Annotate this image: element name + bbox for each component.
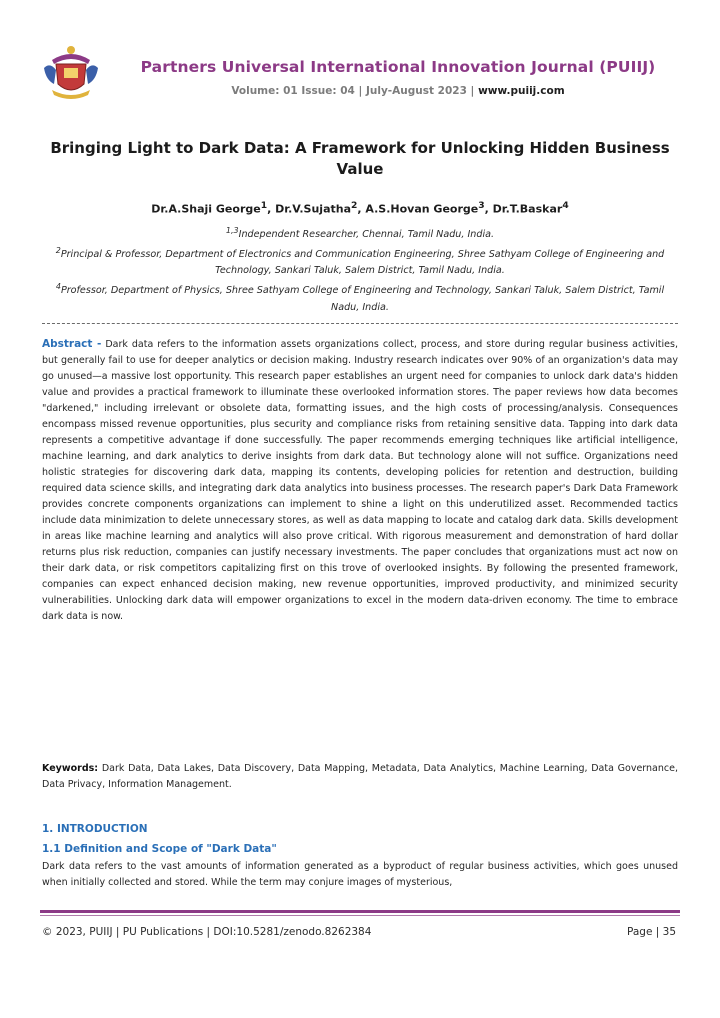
abstract bbox=[42, 336, 678, 625]
affiliation-line: $^{1,3}$Independent Researcher, Chennai, Tamil Nadu, India. bbox=[225, 226, 495, 241]
footer-rule-thin bbox=[40, 915, 680, 916]
paper-title: Bringing Light to Dark Data: A Framework for Unlocking Hidden Business Value bbox=[50, 139, 670, 178]
abstract-text: Dark data refers to the information assets organizations collect, process, and store during regular business activities, but generally fail to use for deeper analytics or decision making. Industry research indicates over 90% of an organization's data may go unused—a massive lost opportunity. This research paper establishes an urgent need for companies to unlock dark data's hidden value and provides a practical framework to illuminate these overlooked information stores. The paper reviews how data becomes "darkened," including irrelevant or obsolete data, formatting issues, and the high costs of processing/analysis. Consequences encompass missed revenue opportunities, plus security and compliance risks from retaining sensitive data. Tapping into dark data represents a competitive advantage if done successfully. The paper recommends emerging techniques like artificial intelligence, machine learning, and dark analytics to derive insights from dark data. But technology alone will not suffice. Organizations need holistic strategies for discovering dark data, mapping its contents, developing policies for retention and destruction, building required data science skills, and integrating dark data analytics into business processes. The research paper's Dark Data Framework provides concrete components organizations can implement to shine a light on this underutilized asset. Recommended tactics include data minimization to delete unnecessary stores, as well as data mapping to locate and catalog dark data. Skills development in areas like machine learning and analytics will also prove critical. With rigorous measurement and demonstration of hard dollar returns plus risk reduction, companies can justify necessary investments. The paper concludes that organizations must act now on their dark data, or risk competitors capitalizing first on this trove of overlooked insights. By following the presented framework, companies can expect enhanced decision making, new revenue opportunities, improved productivity, and minimized security vulnerabilities. Unlocking dark data will empower organizations to excel in the modern data-driven economy. The time to embrace dark data is now. bbox=[42, 339, 678, 622]
author-superscript: 1 bbox=[260, 200, 268, 211]
journal-website-link[interactable]: www.puiij.com bbox=[478, 85, 565, 97]
author-name: Dr.A.Shaji George bbox=[151, 202, 261, 216]
keywords-label: Keywords: bbox=[42, 763, 99, 774]
footer-citation: © 2023, PUIIJ | PU Publications | DOI:10.5281/zenodo.8262384 bbox=[42, 926, 372, 938]
page-number: Page | 35 bbox=[627, 926, 676, 938]
affiliation-line: $^4$Professor, Department of Physics, Shree Sathyam College of Engineering and Technology, Sankari Taluk, Salem District, Tamil Nadu, India. bbox=[55, 282, 665, 313]
journal-crest-logo bbox=[38, 40, 104, 106]
journal-issue-line bbox=[118, 85, 678, 97]
issue-info: Volume: 01 Issue: 04 | July-August 2023 | bbox=[231, 85, 479, 97]
section-heading-introduction: 1. INTRODUCTION bbox=[42, 823, 148, 835]
keywords-text: Dark Data, Data Lakes, Data Discovery, Data Mapping, Metadata, Data Analytics, Machine Learning, Data Governance, Data Privacy, Information Management. bbox=[42, 763, 678, 790]
dashed-divider bbox=[42, 323, 678, 324]
author-name: Dr.T.Baskar bbox=[492, 202, 563, 216]
author-name: A.S.Hovan George bbox=[365, 202, 479, 216]
journal-title: Partners Universal International Innovation Journal (PUIIJ) bbox=[140, 58, 656, 76]
footer-rule bbox=[40, 910, 680, 913]
author-superscript: 3 bbox=[478, 200, 485, 211]
keywords bbox=[42, 761, 678, 793]
abstract-label: Abstract - bbox=[42, 338, 102, 350]
intro-paragraph: Dark data refers to the vast amounts of information generated as a byproduct of regular business activities, which goes unused when initially collected and stored. While the term may conjure images of mysterious, bbox=[42, 861, 678, 888]
author-superscript: 2 bbox=[351, 200, 358, 211]
author-name: Dr.V.Sujatha bbox=[275, 202, 352, 216]
affiliations bbox=[55, 223, 665, 316]
affiliation-line: $^2$Principal & Professor, Department of Electronics and Communication Engineering, Shree Sathyam College of Engineering and Technology, Sankari Taluk, Salem District, Tamil Nadu, India. bbox=[55, 246, 665, 277]
author-list: Dr.A.Shaji George$^1$, Dr.V.Sujatha$^2$, A.S.Hovan George$^3$, Dr.T.Baskar$^4$ bbox=[151, 200, 569, 216]
subsection-heading-definition: 1.1 Definition and Scope of "Dark Data" bbox=[42, 843, 277, 855]
author-superscript: 4 bbox=[562, 200, 569, 211]
